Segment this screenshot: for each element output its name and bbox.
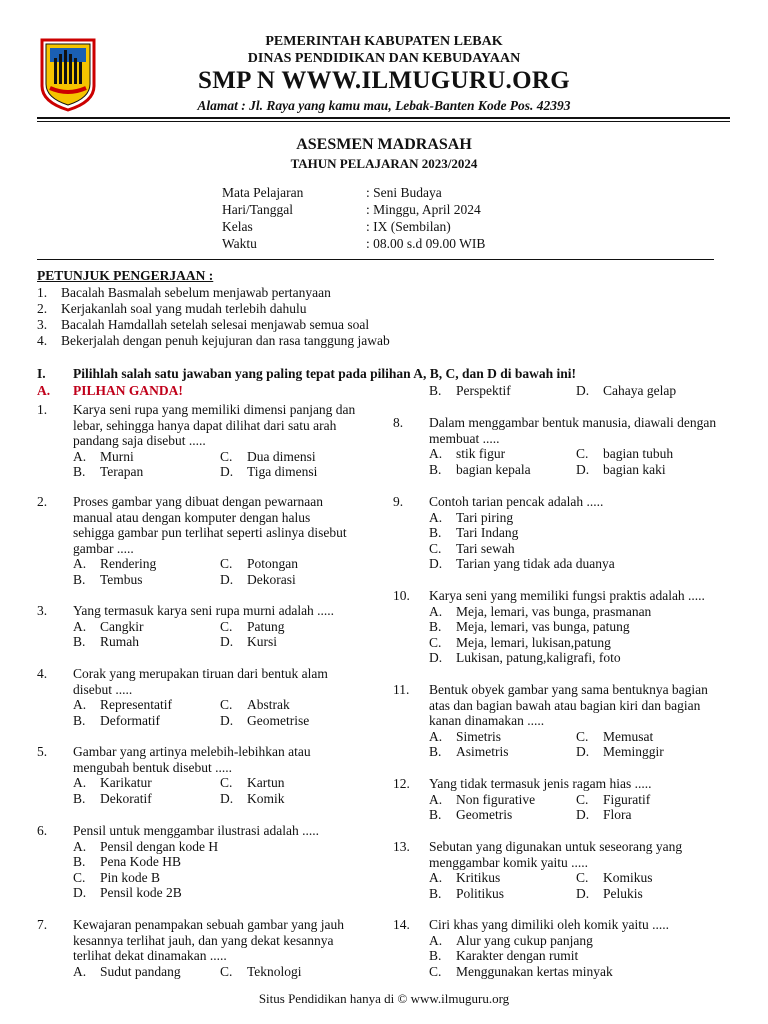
option-letter: C. (220, 448, 233, 464)
info-label: Kelas (222, 219, 253, 234)
info-divider (37, 259, 714, 260)
option-b: Deformatif (100, 712, 160, 728)
info-value: : Seni Budaya (366, 185, 442, 200)
option-a: Alur yang cukup panjang (456, 932, 593, 948)
option-letter: B. (73, 712, 86, 728)
option-letter: A. (73, 963, 87, 979)
option-letter: B. (73, 634, 86, 649)
option-letter: D. (220, 790, 234, 806)
info-label: Mata Pelajaran (222, 185, 304, 200)
question-number: 1. (37, 402, 48, 417)
header-rule-thick (37, 117, 730, 119)
option-d: Pensil kode 2B (100, 885, 182, 900)
option-letter: C. (220, 963, 233, 979)
question-number: 2. (37, 494, 48, 509)
option-letter: A. (73, 556, 87, 571)
question-number: 10. (393, 588, 410, 603)
section-instruction (37, 366, 576, 382)
option-a: Rendering (100, 556, 157, 571)
option-letter: C. (220, 775, 233, 790)
subsection-number: A. (37, 383, 51, 398)
instruction-item (37, 333, 390, 349)
option-b: Tari Indang (456, 525, 519, 540)
option-letter: B. (429, 744, 442, 759)
info-label: Hari/Tanggal (222, 202, 294, 217)
exam-year: TAHUN PELAJARAN 2023/2024 (290, 156, 478, 171)
option-c: Abstrak (247, 697, 290, 712)
option-b: bagian kepala (456, 461, 531, 477)
option-a: Cangkir (100, 618, 144, 634)
option-c: Pin kode B (100, 869, 161, 885)
question-text: Bentuk obyek gambar yang sama bentuknya bagian atas dan bagian bawah atau bagian kiri dan bagian kanan dinamakan ..... (429, 682, 708, 728)
option-letter: D. (576, 383, 590, 398)
question-number: 9. (393, 494, 404, 509)
option-c: Kartun (247, 775, 285, 790)
option-letter: D. (576, 807, 590, 822)
option-d: Kursi (247, 634, 277, 649)
option-b: Dekoratif (100, 790, 152, 806)
option-letter: D. (220, 634, 234, 649)
question-text: Yang termasuk karya seni rupa murni adalah ..... (73, 603, 335, 618)
option-letter: B. (429, 948, 442, 963)
question-number: 7. (37, 917, 48, 932)
option-letter: C. (576, 446, 589, 461)
option-letter: B. (73, 854, 86, 869)
option-a: Tari piring (456, 509, 514, 525)
option-b: Karakter dengan rumit (456, 948, 579, 963)
option-letter: C. (73, 869, 86, 885)
option-b: Politikus (456, 885, 505, 901)
option-b: Geometris (456, 807, 513, 822)
option-d: Tiga dimensi (247, 464, 318, 479)
option-letter: C. (576, 728, 589, 744)
item-number: 2. (37, 301, 48, 316)
option-letter: D. (429, 650, 443, 665)
option-letter: D. (73, 885, 87, 900)
option-b: Asimetris (456, 744, 509, 759)
info-value: : IX (Sembilan) (366, 219, 451, 234)
option-letter: C. (220, 697, 233, 712)
option-letter: C. (220, 618, 233, 634)
option-letter: D. (220, 571, 234, 587)
option-letter: B. (429, 461, 442, 477)
option-letter: B. (73, 571, 86, 587)
question-text: Yang tidak termasuk jenis ragam hias ..... (429, 776, 652, 791)
option-a: Representatif (100, 697, 172, 712)
option-letter: A. (429, 870, 443, 885)
option-letter: D. (220, 712, 234, 728)
exam-title: ASESMEN MADRASAH (296, 136, 472, 153)
question-11 (393, 682, 713, 760)
option-letter: A. (429, 791, 443, 807)
instruction-item (37, 317, 390, 333)
option-letter: A. (429, 446, 443, 461)
option-letter: D. (576, 885, 590, 901)
option-letter: D. (220, 464, 234, 479)
option-letter: A. (429, 603, 443, 619)
option-b: Rumah (100, 634, 139, 649)
option-c: Menggunakan kertas minyak (456, 963, 613, 979)
option-c: Dua dimensi (247, 448, 316, 464)
option-letter: D. (576, 461, 590, 477)
option-c: Potongan (247, 556, 299, 571)
option-d: Lukisan, patung,kaligrafi, foto (456, 650, 621, 665)
question-1 (37, 402, 367, 480)
option-d: Geometrise (247, 712, 310, 728)
option-letter: C. (576, 791, 589, 807)
item-number: 3. (37, 317, 48, 332)
info-row (222, 185, 485, 202)
option-d: Pelukis (603, 885, 643, 901)
header-department: DINAS PENDIDIKAN DAN KEBUDAYAAN (247, 51, 521, 66)
option-letter: B. (429, 807, 442, 822)
option-c: Tari sewah (456, 540, 515, 556)
option-a: Non figurative (456, 791, 536, 807)
question-text: Karya seni rupa yang memiliki dimensi panjang dan lebar, sehingga hanya dapat dilihat dari satu arah pandang saja disebut ..... (73, 402, 356, 448)
question-3 (37, 603, 377, 650)
question-6 (37, 823, 377, 901)
option-a: Pensil dengan kode H (100, 838, 219, 854)
instruction-item (37, 285, 390, 301)
instruction-item (37, 301, 390, 317)
info-label: Waktu (222, 236, 257, 251)
option-d: Meminggir (603, 744, 664, 759)
header-government: PEMERINTAH KABUPATEN LEBAK (265, 34, 503, 49)
info-row (222, 219, 485, 236)
header-school-name: SMP N WWW.ILMUGURU.ORG (198, 67, 570, 94)
question-text: Ciri khas yang dimiliki oleh komik yaitu ..... (429, 917, 669, 932)
question-number: 8. (393, 415, 404, 430)
question-number: 12. (393, 776, 410, 791)
option-d: Flora (603, 807, 632, 822)
option-a: Meja, lemari, vas bunga, prasmanan (456, 603, 652, 619)
header-rule-thin (37, 121, 730, 122)
option-a: Karikatur (100, 775, 152, 790)
option-letter: A. (429, 509, 443, 525)
question-text: Pensil untuk menggambar ilustrasi adalah ..... (73, 823, 319, 838)
section-number: I. (37, 366, 46, 381)
info-row (222, 236, 485, 253)
option-letter: C. (429, 634, 442, 650)
question-9 (393, 494, 728, 572)
subsection-text: PILHAN GANDA! (73, 383, 183, 398)
option-b: Tembus (100, 571, 143, 587)
info-value: : Minggu, April 2024 (366, 202, 481, 217)
question-text: Gambar yang artinya melebih-lebihkan atau mengubah bentuk disebut ..... (73, 744, 311, 775)
question-number: 6. (37, 823, 48, 838)
option-letter: A. (73, 618, 87, 634)
option-c: Komikus (603, 870, 653, 885)
question-number: 4. (37, 666, 48, 681)
exam-info (222, 185, 485, 253)
question-text: Karya seni yang memiliki fungsi praktis adalah ..... (429, 588, 705, 603)
option-letter: C. (220, 556, 233, 571)
option-d: Tarian yang tidak ada duanya (456, 556, 615, 571)
question-7 (37, 917, 355, 979)
question-14 (393, 917, 738, 979)
item-number: 1. (37, 285, 48, 300)
option-a: Simetris (456, 728, 502, 744)
question-text: Contoh tarian pencak adalah ..... (429, 494, 604, 509)
option-letter: B. (73, 790, 86, 806)
option-letter: C. (429, 540, 442, 556)
option-letter: D. (429, 556, 443, 571)
item-text: Kerjakanlah soal yang mudah terlebih dahulu (61, 301, 307, 316)
option-b: Perspektif (456, 383, 511, 398)
option-c: Patung (247, 618, 285, 634)
question-number: 14. (393, 917, 410, 932)
question-12 (393, 776, 728, 823)
option-letter: A. (73, 697, 87, 712)
question-text: Proses gambar yang dibuat dengan pewarnaan manual atau dengan komputer dengan halus sehigga gambar pun terlihat seperti aslinya disebut gambar ..... (73, 494, 347, 556)
option-c: Figuratif (603, 791, 651, 807)
option-a: Kritikus (456, 870, 501, 885)
option-letter: B. (429, 885, 442, 901)
item-text: Bacalah Basmalah sebelum menjawab pertanyaan (61, 285, 331, 300)
question-text: Kewajaran penampakan sebuah gambar yang jauh kesannya terlihat jauh, dan yang dekat kesannya terlihat dekat dinamakan ..... (73, 917, 345, 963)
option-letter: A. (429, 728, 443, 744)
option-letter: C. (429, 963, 442, 979)
option-letter: A. (73, 775, 87, 790)
option-b: Pena Kode HB (100, 854, 181, 869)
option-d: bagian kaki (603, 461, 666, 477)
option-letter: B. (429, 525, 442, 540)
question-number: 13. (393, 839, 410, 854)
option-b: Meja, lemari, vas bunga, patung (456, 619, 630, 634)
question-number: 5. (37, 744, 48, 759)
option-c: Teknologi (247, 963, 302, 979)
question-number: 11. (393, 682, 410, 697)
item-text: Bekerjalah dengan penuh kejujuran dan rasa tanggung jawab (61, 333, 390, 348)
option-letter: C. (576, 870, 589, 885)
question-5 (37, 744, 347, 806)
option-d: Komik (247, 790, 285, 806)
question-number: 3. (37, 603, 48, 618)
option-letter: B. (429, 383, 442, 398)
question-7-continued (429, 383, 739, 399)
section-text: Pilihlah salah satu jawaban yang paling tepat pada pilihan A, B, C, dan D di bawah ini! (73, 366, 577, 381)
question-text: Dalam menggambar bentuk manusia, diawali dengan membuat ..... (429, 415, 717, 446)
info-value: : 08.00 s.d 09.00 WIB (366, 236, 486, 251)
option-c: bagian tubuh (603, 446, 674, 461)
option-d: Dekorasi (247, 571, 296, 587)
question-4 (37, 666, 367, 728)
option-b: Terapan (100, 464, 144, 479)
item-text: Bacalah Hamdallah setelah selesai menjawab semua soal (61, 317, 370, 332)
question-text: Sebutan yang digunakan untuk seseorang yang menggambar komik yaitu ..... (429, 839, 683, 870)
subsection-title (37, 383, 183, 399)
option-a: Murni (100, 448, 134, 464)
option-letter: A. (73, 448, 87, 464)
question-8 (393, 415, 728, 477)
option-letter: B. (73, 464, 86, 479)
item-number: 4. (37, 333, 48, 348)
option-c: Memusat (603, 728, 654, 744)
option-a: stik figur (456, 446, 506, 461)
option-letter: A. (73, 838, 87, 854)
header-address: Alamat : Jl. Raya yang kamu mau, Lebak-Banten Kode Pos. 42393 (197, 98, 571, 113)
option-letter: A. (429, 932, 443, 948)
option-c: Meja, lemari, lukisan,patung (456, 634, 611, 650)
instructions (37, 268, 390, 349)
option-letter: B. (429, 619, 442, 634)
question-10 (393, 588, 738, 666)
question-text: Corak yang merupakan tiruan dari bentuk alam disebut ..... (73, 666, 328, 697)
info-row (222, 202, 485, 219)
instructions-title: PETUNJUK PENGERJAAN : (37, 268, 214, 283)
option-letter: D. (576, 744, 590, 759)
question-13 (393, 839, 738, 901)
page-footer: Situs Pendidikan hanya di © www.ilmuguru.org (258, 991, 510, 1006)
question-2 (37, 494, 347, 587)
option-a: Sudut pandang (100, 963, 181, 979)
option-d: Cahaya gelap (603, 383, 677, 398)
